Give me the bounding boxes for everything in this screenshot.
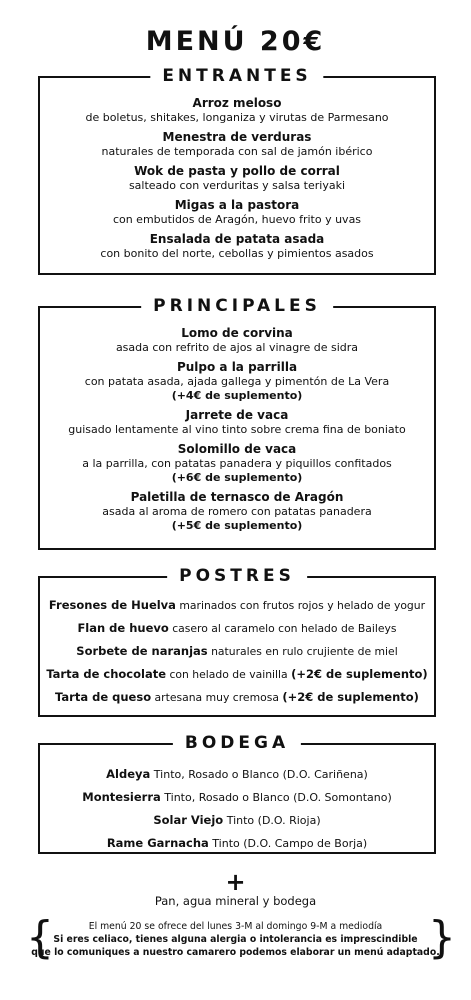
wine-description: Tinto, Rosado o Blanco (D.O. Somontano) — [160, 791, 392, 804]
dish-description: guisado lentamente al vino tinto sobre crema fina de boniato — [68, 423, 406, 436]
wine-description: Tinto, Rosado o Blanco (D.O. Cariñena) — [150, 768, 368, 781]
dish-name: Jarrete de vaca — [185, 408, 289, 422]
wine-name: Aldeya — [106, 767, 151, 781]
dessert-item — [40, 644, 434, 659]
note-allergy: Si eres celiaco, tienes alguna alergia o intolerancia es imprescindible — [53, 934, 418, 945]
dessert-description: artesana muy cremosa — [151, 691, 283, 704]
section-bodega — [38, 733, 436, 854]
dish-name: Pulpo a la parrilla — [176, 360, 298, 374]
dish-name: Menestra de verduras — [162, 130, 312, 144]
note-adapted-menu: que lo comuniques a nuestro camarero podemos elaborar un menú adaptado. — [31, 947, 440, 958]
dish-description: asada al aroma de romero con patatas panadera — [102, 505, 372, 518]
included-items: Pan, agua mineral y bodega — [154, 894, 317, 908]
dessert-supplement: (+2€ de suplemento) — [282, 690, 419, 704]
dessert-description: naturales en rulo crujiente de miel — [207, 645, 398, 658]
wine-item — [40, 790, 434, 805]
dish-description: asada con refrito de ajos al vinagre de sidra — [115, 341, 359, 354]
dish-supplement: (+4€ de suplemento) — [171, 389, 303, 402]
menu-title: MENÚ 20€ — [145, 26, 326, 57]
dish-description: con bonito del norte, cebollas y pimientos asados — [100, 247, 374, 260]
dessert-supplement: (+2€ de suplemento) — [291, 667, 428, 681]
dish-name: Arroz meloso — [192, 96, 282, 110]
wine-name: Montesierra — [82, 790, 161, 804]
footer-note — [30, 920, 441, 959]
section-heading-principales: PRINCIPALES — [141, 294, 333, 318]
dish-item — [40, 442, 434, 485]
dish-item — [40, 490, 434, 533]
dish-description: a la parrilla, con patatas panadera y piquillos confitados — [82, 457, 392, 470]
dish-name: Lomo de corvina — [181, 326, 293, 340]
dessert-name: Fresones de Huelva — [48, 598, 176, 612]
dessert-item — [40, 690, 434, 705]
dish-item — [40, 130, 434, 159]
wine-description: Tinto (D.O. Rioja) — [223, 814, 321, 827]
dessert-item — [40, 621, 434, 636]
section-entrantes — [38, 66, 436, 275]
dish-supplement: (+5€ de suplemento) — [171, 519, 303, 532]
plus-icon: + — [225, 868, 246, 896]
dish-name: Wok de pasta y pollo de corral — [134, 164, 340, 178]
dish-item — [40, 164, 434, 193]
dish-description: con embutidos de Aragón, huevo frito y uvas — [112, 213, 362, 226]
dish-description: salteado con verduritas y salsa teriyaki — [128, 179, 346, 192]
dish-name: Solomillo de vaca — [177, 442, 297, 456]
dessert-name: Sorbete de naranjas — [76, 644, 208, 658]
wine-name: Solar Viejo — [153, 813, 224, 827]
dessert-item — [40, 598, 434, 613]
section-heading-bodega: BODEGA — [173, 731, 301, 755]
section-heading-entrantes: ENTRANTES — [150, 64, 323, 88]
dish-description: naturales de temporada con sal de jamón ibérico — [101, 145, 373, 158]
wine-item — [40, 836, 434, 851]
dessert-item — [40, 667, 434, 682]
dish-name: Migas a la pastora — [174, 198, 300, 212]
dish-description: con patata asada, ajada gallega y pimentón de La Vera — [84, 375, 390, 388]
note-availability: El menú 20 se ofrece del lunes 3-M al domingo 9-M a mediodía — [88, 921, 383, 932]
right-brace-icon: } — [428, 912, 456, 963]
wine-description: Tinto (D.O. Campo de Borja) — [208, 837, 368, 850]
dessert-description: casero al caramelo con helado de Baileys — [168, 622, 397, 635]
dessert-description: marinados con frutos rojos y helado de yogur — [175, 599, 426, 612]
left-brace-icon: { — [26, 912, 54, 963]
wine-item — [40, 767, 434, 782]
dish-item — [40, 360, 434, 403]
dessert-name: Flan de huevo — [77, 621, 169, 635]
section-postres — [38, 566, 436, 717]
dessert-description: con helado de vainilla — [166, 668, 292, 681]
dish-item — [40, 96, 434, 125]
dish-item — [40, 198, 434, 227]
wine-item — [40, 813, 434, 828]
dessert-name: Tarta de queso — [55, 690, 152, 704]
wine-name: Rame Garnacha — [106, 836, 209, 850]
dish-item — [40, 326, 434, 355]
dish-item — [40, 232, 434, 261]
dish-name: Paletilla de ternasco de Aragón — [130, 490, 344, 504]
dessert-name: Tarta de chocolate — [46, 667, 167, 681]
dish-item — [40, 408, 434, 437]
dish-description: de boletus, shitakes, longaniza y virutas de Parmesano — [85, 111, 389, 124]
dish-supplement: (+6€ de suplemento) — [171, 471, 303, 484]
dish-name: Ensalada de patata asada — [149, 232, 325, 246]
section-principales — [38, 296, 436, 550]
section-heading-postres: POSTRES — [167, 564, 307, 588]
